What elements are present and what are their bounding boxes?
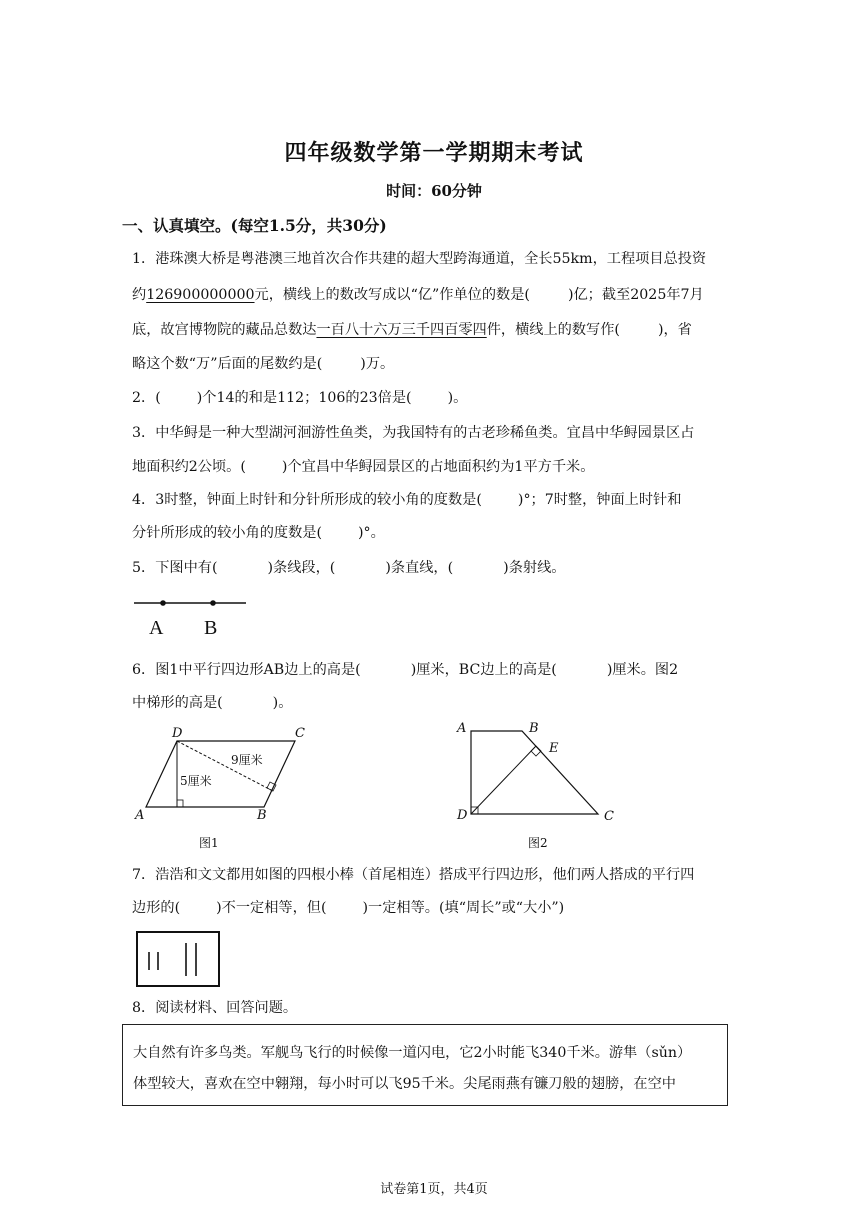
reading-material-box <box>122 1024 728 1106</box>
q4-line1: 4．3时整，钟面上时针和分针所形成的较小角的度数是( )°；7时整，钟面上时针和 <box>132 492 682 508</box>
fig1-label-a: A <box>135 808 145 823</box>
label-b: B <box>204 617 218 639</box>
trapezoid-figure <box>465 725 605 820</box>
parallelogram-figure <box>130 725 320 820</box>
q8-line: 8．阅读材料、回答问题。 <box>132 1000 298 1016</box>
q1-line4: 略这个数“万”后面的尾数约是( )万。 <box>132 356 395 372</box>
fig1-label-c: C <box>295 726 305 741</box>
q1-underlined-number: 126900000000 <box>146 287 255 303</box>
q1-line2: 约126900000000元，横线上的数改写成以“亿”作单位的数是( )亿；截至2025年7月 <box>132 287 704 303</box>
line-ab-figure <box>130 594 250 612</box>
q7-line1: 7．浩浩和文文都用如图的四根小棒（首尾相连）搭成平行四边形，他们两人搭成的平行四 <box>132 867 695 883</box>
section-heading: 一、认真填空。(每空1.5分，共30分) <box>122 216 387 235</box>
page-footer: 试卷第1页，共4页 <box>380 1182 488 1197</box>
material-line2: 体型较大，喜欢在空中翱翔，每小时可以飞95千米。尖尾雨燕有镰刀般的翅膀，在空中 <box>133 1076 676 1092</box>
material-line1: 大自然有许多鸟类。军舰鸟飞行的时候像一道闪电，它2小时能飞340千米。游隼（sǔn） <box>133 1045 692 1061</box>
fig2-label-d: D <box>457 808 468 823</box>
q3-line2: 地面积约2公顷。( )个宜昌中华鲟园景区的占地面积约为1平方千米。 <box>132 459 595 475</box>
fig2-caption: 图2 <box>528 836 548 850</box>
q6-line1: 6．图1中平行四边形AB边上的高是( )厘米，BC边上的高是( )厘米。图2 <box>132 662 679 678</box>
fig2-label-a: A <box>457 721 467 736</box>
q3-line1: 3．中华鲟是一种大型湖河洄游性鱼类，为我国特有的古老珍稀鱼类。宜昌中华鲟园景区占 <box>132 425 695 441</box>
right-angle-mark-ab <box>177 800 183 807</box>
exam-title: 四年级数学第一学期期末考试 <box>284 140 584 166</box>
fig1-label-d: D <box>172 726 183 741</box>
height-de <box>471 746 536 814</box>
fig2-label-c: C <box>604 809 614 824</box>
point-a <box>160 600 166 606</box>
fig2-label-b: B <box>529 721 539 736</box>
fig1-height-9: 9厘米 <box>231 753 263 767</box>
q6-line2: 中梯形的高是( )。 <box>132 695 293 711</box>
q1-line1: 1．港珠澳大桥是粤港澳三地首次合作共建的超大型跨海通道，全长55km，工程项目总投资 <box>132 251 707 267</box>
exam-duration: 时间：60分钟 <box>386 182 482 200</box>
q1-underlined-words: 一百八十六万三千四百零四 <box>316 322 487 338</box>
q2-line: 2．( )个14的和是112；106的23倍是( )。 <box>132 390 468 406</box>
fig1-height-5: 5厘米 <box>180 774 212 788</box>
fig2-label-e: E <box>549 741 559 756</box>
point-b <box>210 600 216 606</box>
trapezoid <box>471 731 598 814</box>
parallelogram <box>146 741 295 807</box>
sticks-figure <box>136 931 220 987</box>
q4-line2: 分针所形成的较小角的度数是( )°。 <box>132 525 385 541</box>
fig1-label-b: B <box>257 808 267 823</box>
q5-line: 5．下图中有( )条线段，( )条直线，( )条射线。 <box>132 560 566 576</box>
fig1-caption: 图1 <box>199 836 219 850</box>
q7-line2: 边形的( )不一定相等，但( )一定相等。(填“周长”或“大小”) <box>132 900 565 916</box>
q1-line3: 底，故宫博物院的藏品总数达一百八十六万三千四百零四件，横线上的数写作( )，省 <box>132 322 692 338</box>
label-a: A <box>149 617 164 639</box>
